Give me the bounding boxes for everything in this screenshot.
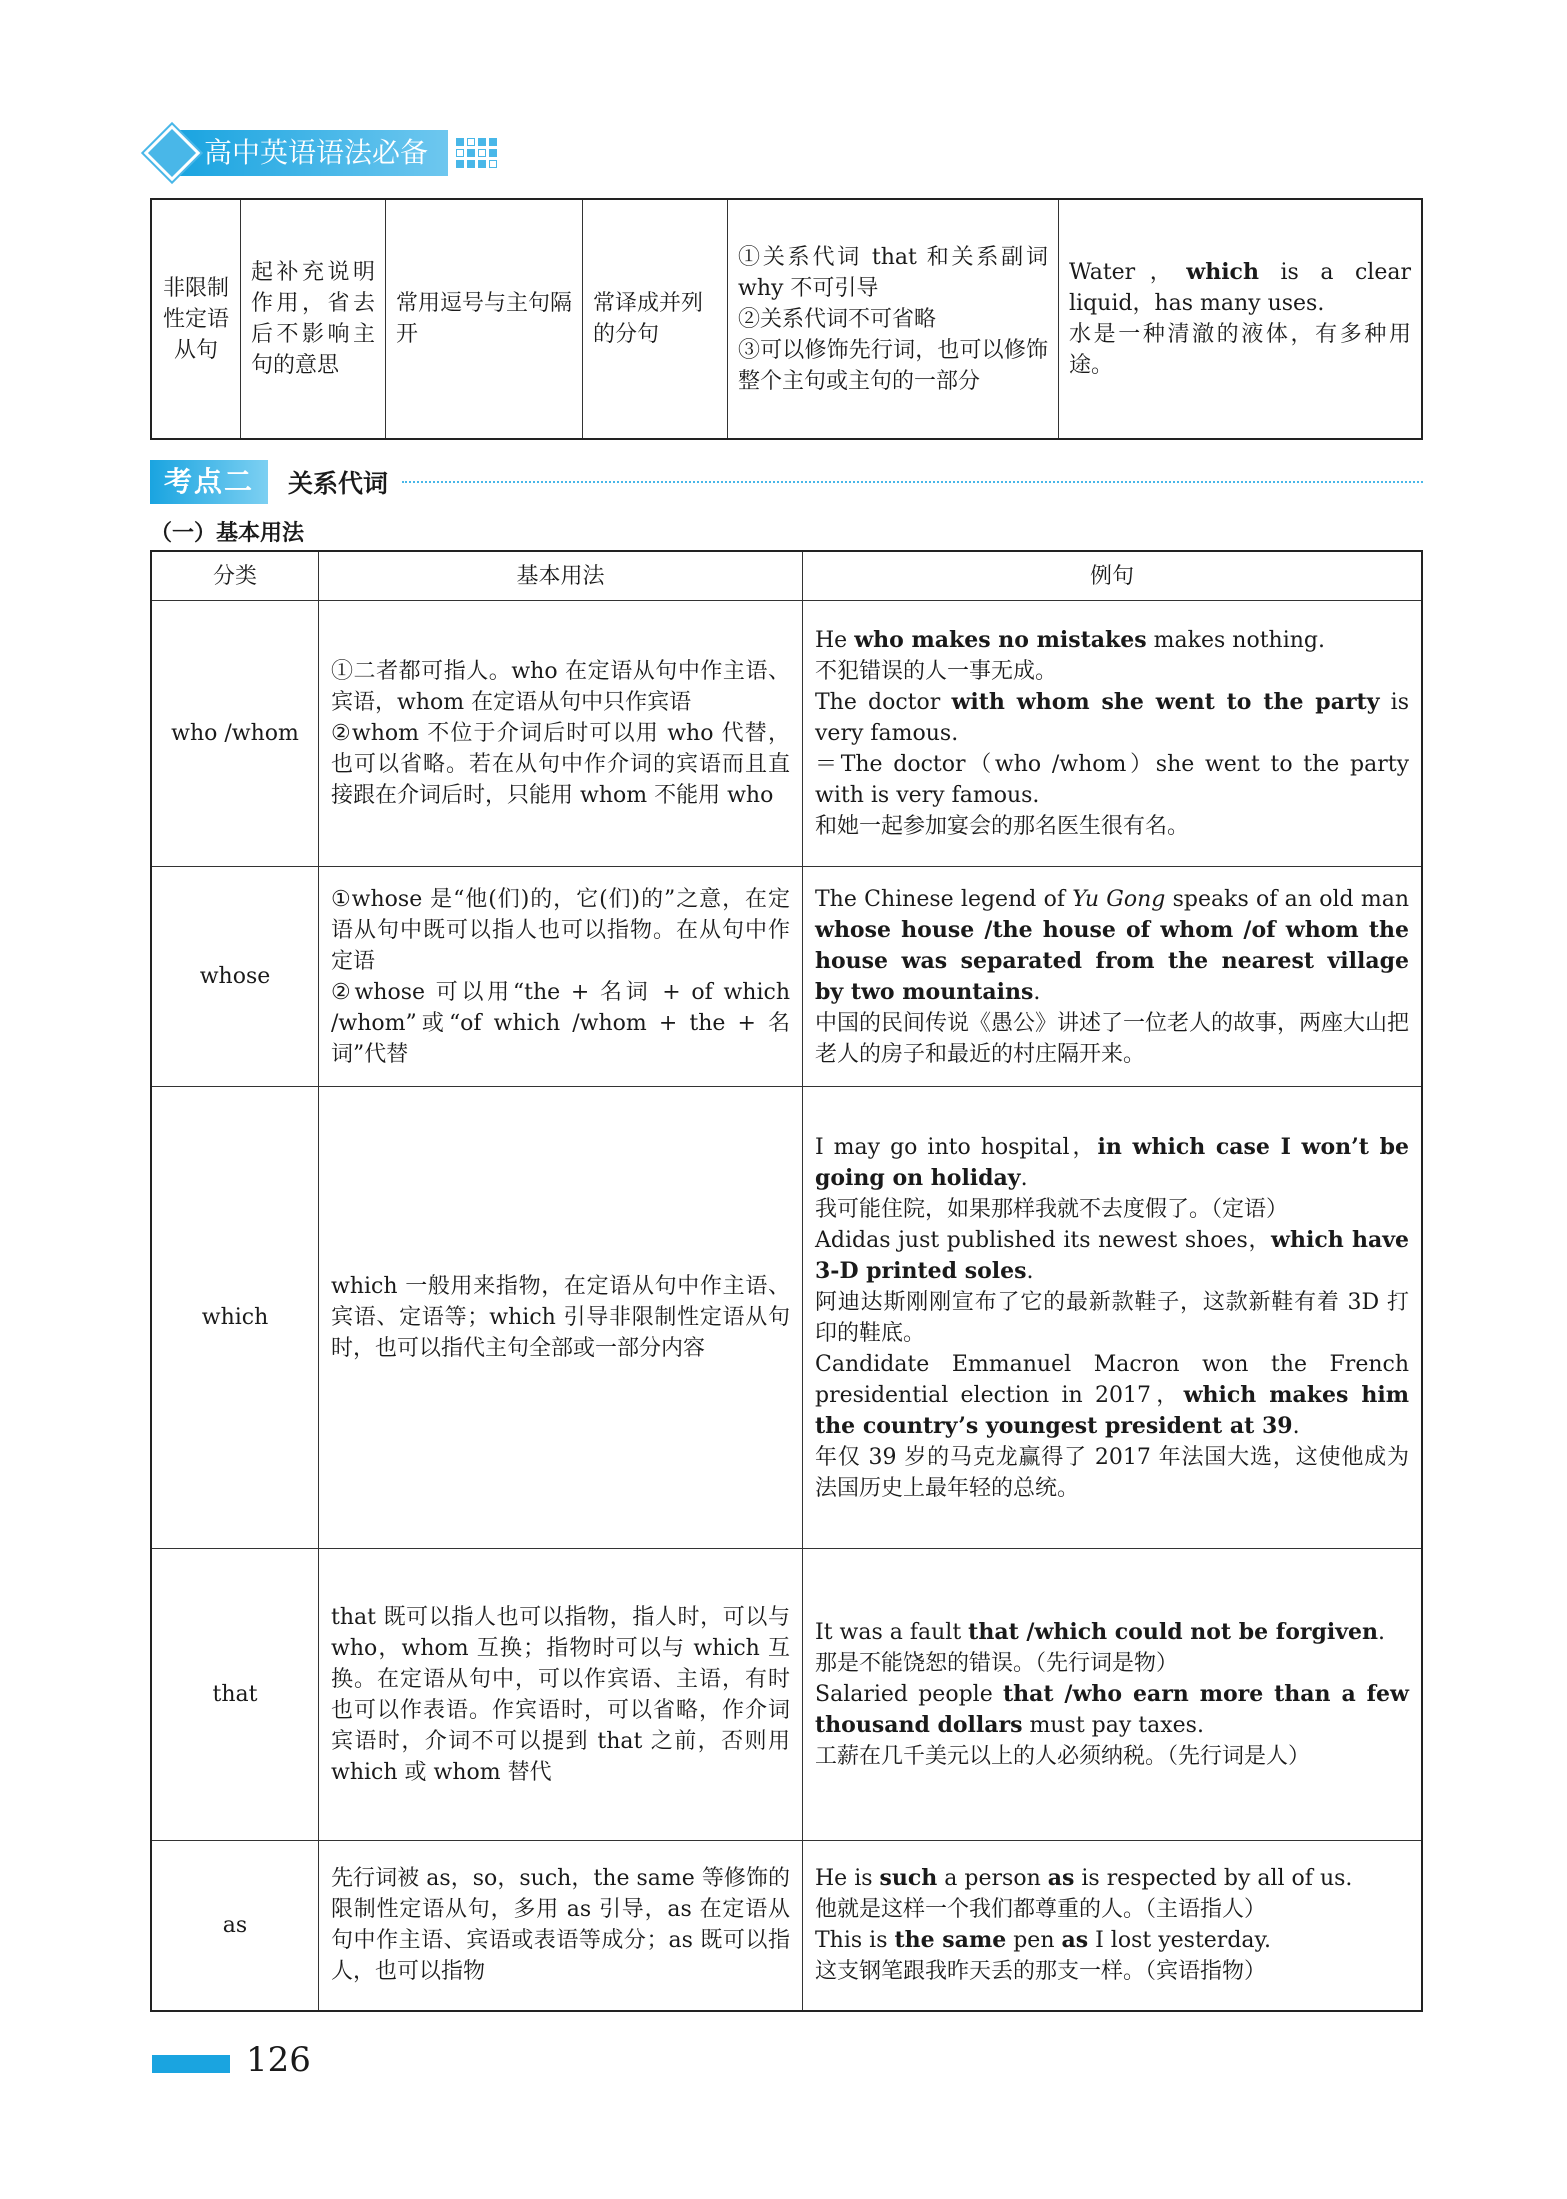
example-zh: 水是一种清澈的液体，有多种用途。 xyxy=(1069,322,1411,378)
note-line: ③可以修饰先行词，也可以修饰整个主句或主句的一部分 xyxy=(738,337,1048,394)
header-row xyxy=(151,551,1422,601)
header-banner xyxy=(152,130,497,176)
category-cell: whose xyxy=(151,867,319,1087)
notes-cell xyxy=(728,199,1059,439)
example-en: Water，which is a clear liquid，has many uses. xyxy=(1069,259,1411,316)
page-number: 126 xyxy=(246,2040,311,2080)
usage-cell: that 既可以指人也可以指物，指人时，可以与 who，whom 互换；指物时可以与 which 互换。在定语从句中，可以作宾语、主语，有时也可以作表语。作宾语时，可以省略，作介词宾语时，介词不可以提到 that 之前，否则用 which 或 whom 替代 xyxy=(319,1549,803,1841)
punctuation-cell: 常用逗号与主句隔开 xyxy=(386,199,583,439)
example-cell: The Chinese legend of Yu Gong speaks of an old man whose house /the house of whom /of whom the house was separated from the nearest village by two mountains. 中国的民间传说《愚公》讲述了一位老人的故事，两座大山把老人的房子和最近的村庄隔开来。 xyxy=(803,867,1423,1087)
section-badge: 考点二 xyxy=(150,460,268,504)
relative-pronoun-table xyxy=(150,550,1423,2012)
book-title: 高中英语语法必备 xyxy=(178,130,448,176)
category-cell: as xyxy=(151,1841,319,2011)
usage-cell: 先行词被 as，so，such，the same 等修饰的限制性定语从句，多用 as 引导，as 在定语从句中作主语、宾语或表语等成分；as 既可以指人，也可以指物 xyxy=(319,1841,803,2011)
table-row xyxy=(151,1087,1422,1549)
note-line: ②关系代词不可省略 xyxy=(738,306,937,332)
translation-cell: 常译成并列的分句 xyxy=(583,199,728,439)
section-title xyxy=(150,458,1423,506)
usage-cell: ①二者都可指人。who 在定语从句中作主语、宾语，whom 在定语从句中只作宾语 ②whom 不位于介词后时可以用 who 代替，也可以省略。若在从句中作介词的宾语而且直接跟在介词后时，只能用 whom 不能用 who xyxy=(319,601,803,867)
table-row xyxy=(151,601,1422,867)
footer-accent-bar xyxy=(152,2055,230,2073)
nonrestrictive-clause-table xyxy=(150,198,1423,440)
table-row xyxy=(151,199,1422,439)
dotted-rule xyxy=(402,481,1423,483)
example-cell: It was a fault that /which could not be forgiven. 那是不能饶恕的错误。（先行词是物） Salaried people that /who earn more than a few thousand dollars must pay taxes. 工薪在几千美元以上的人必须纳税。（先行词是人） xyxy=(803,1549,1423,1841)
category-cell: 非限制性定语从句 xyxy=(151,199,241,439)
column-header-examples: 例句 xyxy=(803,551,1423,601)
column-header-usage: 基本用法 xyxy=(319,551,803,601)
example-cell xyxy=(1059,199,1423,439)
table-row xyxy=(151,1841,1422,2011)
table-row xyxy=(151,867,1422,1087)
note-line: ①关系代词 that 和关系副词 why 不可引导 xyxy=(738,244,1048,301)
usage-cell: ①whose 是“他(们)的，它(们)的”之意，在定语从句中既可以指人也可以指物。在从句中作定语 ②whose 可以用“the + 名词 + of which /whom”或“of which /whom + the + 名词”代替 xyxy=(319,867,803,1087)
function-cell: 起补充说明作用，省去后不影响主句的意思 xyxy=(241,199,386,439)
example-cell: He is such a person as is respected by all of us. 他就是这样一个我们都尊重的人。（主语指人） This is the same pen as I lost yesterday. 这支钢笔跟我昨天丢的那支一样。（宾语指物） xyxy=(803,1841,1423,2011)
column-header-category: 分类 xyxy=(151,551,319,601)
category-cell: that xyxy=(151,1549,319,1841)
dots-decoration-icon xyxy=(456,138,497,168)
table-row xyxy=(151,1549,1422,1841)
usage-cell: which 一般用来指物，在定语从句中作主语、宾语、定语等；which 引导非限制性定语从句时，也可以指代主句全部或一部分内容 xyxy=(319,1087,803,1549)
example-cell: He who makes no mistakes makes nothing. 不犯错误的人一事无成。 The doctor with whom she went to the party is very famous. ＝The doctor（who /whom）she went to the party with is very famous. 和她一起参加宴会的那名医生很有名。 xyxy=(803,601,1423,867)
category-cell: which xyxy=(151,1087,319,1549)
section-heading: 关系代词 xyxy=(288,469,389,498)
category-cell: who /whom xyxy=(151,601,319,867)
subsection-heading: （一）基本用法 xyxy=(150,521,305,546)
example-cell: I may go into hospital，in which case I won’t be going on holiday. 我可能住院，如果那样我就不去度假了。（定语） Adidas just published its newest shoes，which have 3-D printed soles. 阿迪达斯刚刚宣布了它的最新款鞋子，这款新鞋有着 3D 打印的鞋底。 Candidate Emmanuel Macron won the French presidential election in 2017，which makes him the country’s youngest president at 39. 年仅 39 岁的马克龙赢得了 2017 年法国大选，这使他成为法国历史上最年轻的总统。 xyxy=(803,1087,1423,1549)
